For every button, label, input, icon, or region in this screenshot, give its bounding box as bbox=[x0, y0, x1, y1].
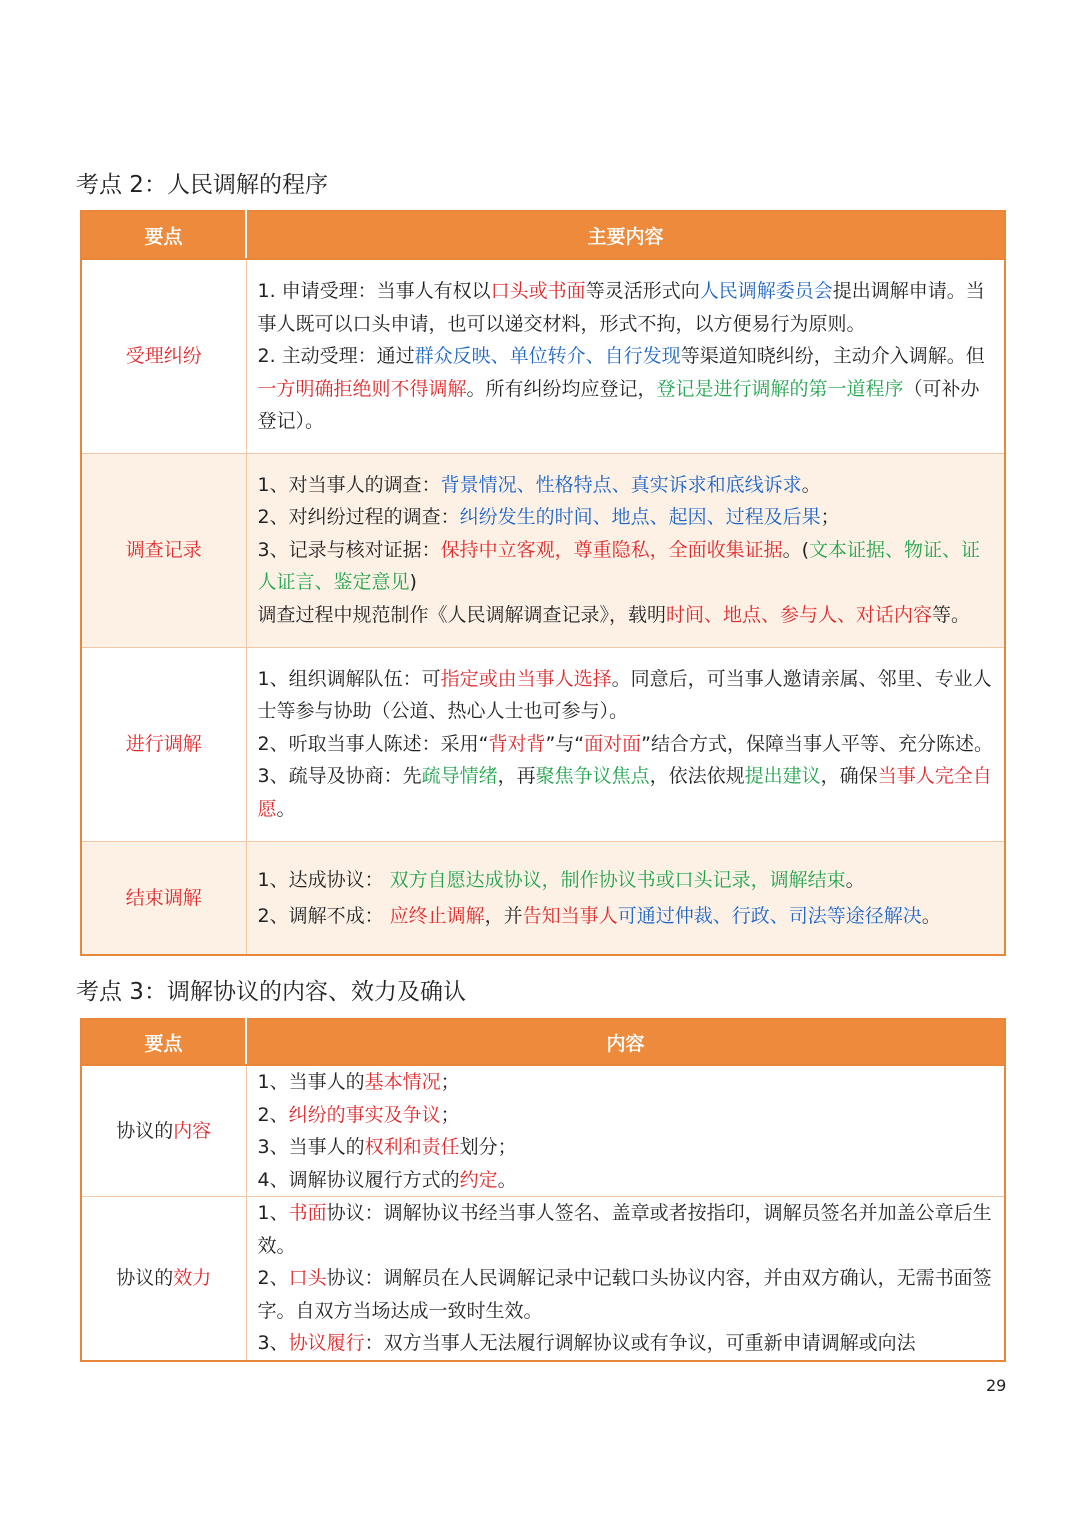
text-run: 1. 申请受理：当事人有权以 bbox=[257, 280, 491, 302]
row-content bbox=[246, 647, 1005, 841]
text-run: 书面 bbox=[288, 1202, 327, 1224]
row-key bbox=[81, 1065, 246, 1197]
content-line bbox=[258, 534, 995, 599]
text-run: ，依法依规 bbox=[649, 765, 745, 788]
text-run: 3、 bbox=[257, 1332, 289, 1354]
agreement-table bbox=[80, 1018, 1006, 1362]
text-run: ”结合方式，保障当事人平等、充分陈述。 bbox=[641, 732, 994, 755]
text-run: 。 bbox=[497, 1168, 517, 1191]
content-line bbox=[258, 862, 995, 898]
content-line bbox=[258, 1164, 995, 1197]
text-run: 3、当事人的 bbox=[257, 1136, 365, 1158]
text-run: 应终止调解 bbox=[389, 904, 485, 927]
text-run: ； bbox=[440, 1103, 460, 1126]
table-row bbox=[81, 453, 1005, 647]
text-run: 人民调解委员会 bbox=[699, 280, 833, 302]
text-run: 口头 bbox=[288, 1267, 327, 1289]
content-line bbox=[258, 1262, 995, 1327]
text-run: 2、听取当事人陈述：采用“ bbox=[257, 732, 489, 755]
text-run: ”与“ bbox=[545, 732, 585, 755]
content-line bbox=[258, 1197, 995, 1262]
text-run: 调查过程中规范制作《人民调解调查记录》，载明 bbox=[257, 603, 667, 626]
text-run: 2、调解不成： bbox=[257, 904, 390, 927]
text-run: 口头或书面 bbox=[490, 280, 586, 302]
section-2-title: 考点 2：人民调解的程序 bbox=[76, 172, 328, 198]
text-run: 。 bbox=[845, 868, 865, 891]
text-run: 提出建议 bbox=[744, 765, 821, 788]
content-line bbox=[258, 1066, 995, 1099]
text-run: ，并 bbox=[484, 904, 523, 927]
text-run: 保持中立客观，尊重隐私，全面收集证据 bbox=[440, 538, 783, 561]
text-run: 双方自愿达成协议，制作协议书或口头记录，调解结束 bbox=[389, 868, 846, 891]
text-run: ； bbox=[440, 1071, 460, 1093]
content-line bbox=[258, 340, 995, 438]
text-run: 告知当事人 bbox=[522, 904, 618, 927]
header-content: 主要内容 bbox=[246, 211, 1005, 259]
text-run: ； bbox=[820, 506, 840, 529]
text-run: 1、对当事人的调查： bbox=[257, 473, 441, 496]
text-run: 纠纷的事实及争议 bbox=[288, 1103, 441, 1126]
text-run: 纠纷发生的时间、地点、起因、过程及后果 bbox=[459, 506, 821, 529]
table-row bbox=[81, 647, 1005, 841]
text-run: 协议履行 bbox=[288, 1332, 365, 1354]
text-run: 效力 bbox=[173, 1267, 212, 1289]
text-run: 等渠道知晓纠纷，主动介入调解。但 bbox=[680, 345, 985, 367]
row-key: 调查记录 bbox=[81, 453, 246, 647]
section-3-title: 考点 3：调解协议的内容、效力及确认 bbox=[76, 979, 466, 1005]
text-run: 协议的 bbox=[116, 1119, 174, 1142]
row-key bbox=[81, 1197, 246, 1361]
text-run: 等灵活形式向 bbox=[585, 280, 700, 302]
row-content bbox=[246, 453, 1005, 647]
row-content bbox=[246, 1065, 1005, 1197]
text-run: 登记是进行调解的第一道程序 bbox=[656, 377, 904, 400]
content-line bbox=[258, 469, 995, 502]
text-run: 3、疏导及协商：先 bbox=[257, 765, 422, 788]
content-line bbox=[258, 501, 995, 534]
content-line bbox=[258, 728, 995, 761]
text-run: 。所有纠纷均应登记， bbox=[466, 377, 657, 400]
text-run: 背景情况、性格特点、真实诉求和底线诉求 bbox=[440, 473, 802, 496]
content-line bbox=[258, 599, 995, 632]
text-run: 一方明确拒绝则不得调解 bbox=[257, 377, 467, 400]
text-run: 基本情况 bbox=[364, 1071, 441, 1093]
text-run: 时间、地点、参与人、对话内容 bbox=[666, 603, 933, 626]
text-run: 等。 bbox=[932, 603, 971, 626]
text-run: 约定 bbox=[459, 1168, 498, 1191]
text-run: 协议的 bbox=[116, 1267, 174, 1289]
text-run: 。同意后，可当事人邀请亲属、邻里、专业人士等参与协助（公道、热心人士也可参与）。 bbox=[257, 667, 992, 723]
text-run: 1、 bbox=[257, 1202, 289, 1224]
text-run: 提出调解申请。当事人既可以口头申请，也可以递交材料，形式不拘，以方便易行为原则。 bbox=[257, 280, 985, 335]
text-run: 权利和责任 bbox=[364, 1136, 460, 1158]
text-run: 群众反映、单位转介、自行发现 bbox=[414, 345, 681, 367]
text-run: 可通过仲裁、行政、司法等途径解决 bbox=[617, 904, 922, 927]
content-line bbox=[258, 760, 995, 825]
procedure-table bbox=[80, 210, 1006, 956]
text-run: 协议：调解员在人民调解记录中记载口头协议内容，并由双方确认，无需书面签字。自双方当场达成一致时生效。 bbox=[257, 1267, 992, 1322]
text-run: 聚焦争议焦点 bbox=[535, 765, 650, 788]
header-key: 要点 bbox=[81, 1019, 246, 1065]
text-run: 面对面 bbox=[584, 732, 642, 755]
row-key: 进行调解 bbox=[81, 647, 246, 841]
table-row bbox=[81, 1197, 1005, 1361]
text-run: 3、记录与核对证据： bbox=[257, 538, 441, 561]
text-run: 1、组织调解队伍：可 bbox=[257, 667, 441, 690]
text-run: 2、对纠纷过程的调查： bbox=[257, 506, 460, 529]
header-key: 要点 bbox=[81, 211, 246, 259]
content-line bbox=[258, 275, 995, 340]
text-run: 。 bbox=[921, 904, 941, 927]
text-run: ) bbox=[409, 571, 417, 594]
text-run: 当事人完全自愿 bbox=[257, 765, 992, 820]
text-run: 2、 bbox=[257, 1267, 289, 1289]
row-content bbox=[246, 1197, 1005, 1361]
text-run: ，再 bbox=[497, 765, 536, 788]
text-run: 背对背 bbox=[488, 732, 546, 755]
text-run: （可补办登记）。 bbox=[257, 377, 980, 432]
text-run: ，确保 bbox=[820, 765, 878, 788]
row-content bbox=[246, 259, 1005, 453]
text-run: 划分； bbox=[459, 1136, 517, 1158]
row-content bbox=[246, 841, 1005, 955]
page-number: 29 bbox=[986, 1376, 1007, 1395]
table-row bbox=[81, 1065, 1005, 1197]
header-content: 内容 bbox=[246, 1019, 1005, 1065]
text-run: 1、当事人的 bbox=[257, 1071, 365, 1093]
text-run: 。 bbox=[276, 797, 296, 820]
row-key: 结束调解 bbox=[81, 841, 246, 955]
text-run: 文本证据、物证、证人证言、鉴定意见 bbox=[257, 538, 981, 594]
text-run: 。( bbox=[782, 538, 810, 561]
text-run: ：双方当事人无法履行调解协议或有争议，可重新申请调解或向法 bbox=[364, 1332, 916, 1354]
text-run: 协议：调解协议书经当事人签名、盖章或者按指印，调解员签名并加盖公章后生效。 bbox=[257, 1202, 992, 1257]
text-run: 4、调解协议履行方式的 bbox=[257, 1168, 460, 1191]
text-run: 指定或由当事人选择 bbox=[440, 667, 612, 690]
content-line bbox=[258, 663, 995, 728]
content-line bbox=[258, 1131, 995, 1164]
row-key: 受理纠纷 bbox=[81, 259, 246, 453]
content-line bbox=[258, 898, 995, 934]
text-run: 2. 主动受理：通过 bbox=[257, 345, 415, 367]
text-run: 。 bbox=[801, 473, 821, 496]
table-row bbox=[81, 259, 1005, 453]
content-line bbox=[258, 1099, 995, 1132]
text-run: 疏导情绪 bbox=[421, 765, 498, 788]
text-run: 1、达成协议： bbox=[257, 868, 390, 891]
text-run: 内容 bbox=[173, 1119, 212, 1142]
content-line bbox=[258, 1327, 995, 1360]
table-row bbox=[81, 841, 1005, 955]
text-run: 2、 bbox=[257, 1103, 289, 1126]
